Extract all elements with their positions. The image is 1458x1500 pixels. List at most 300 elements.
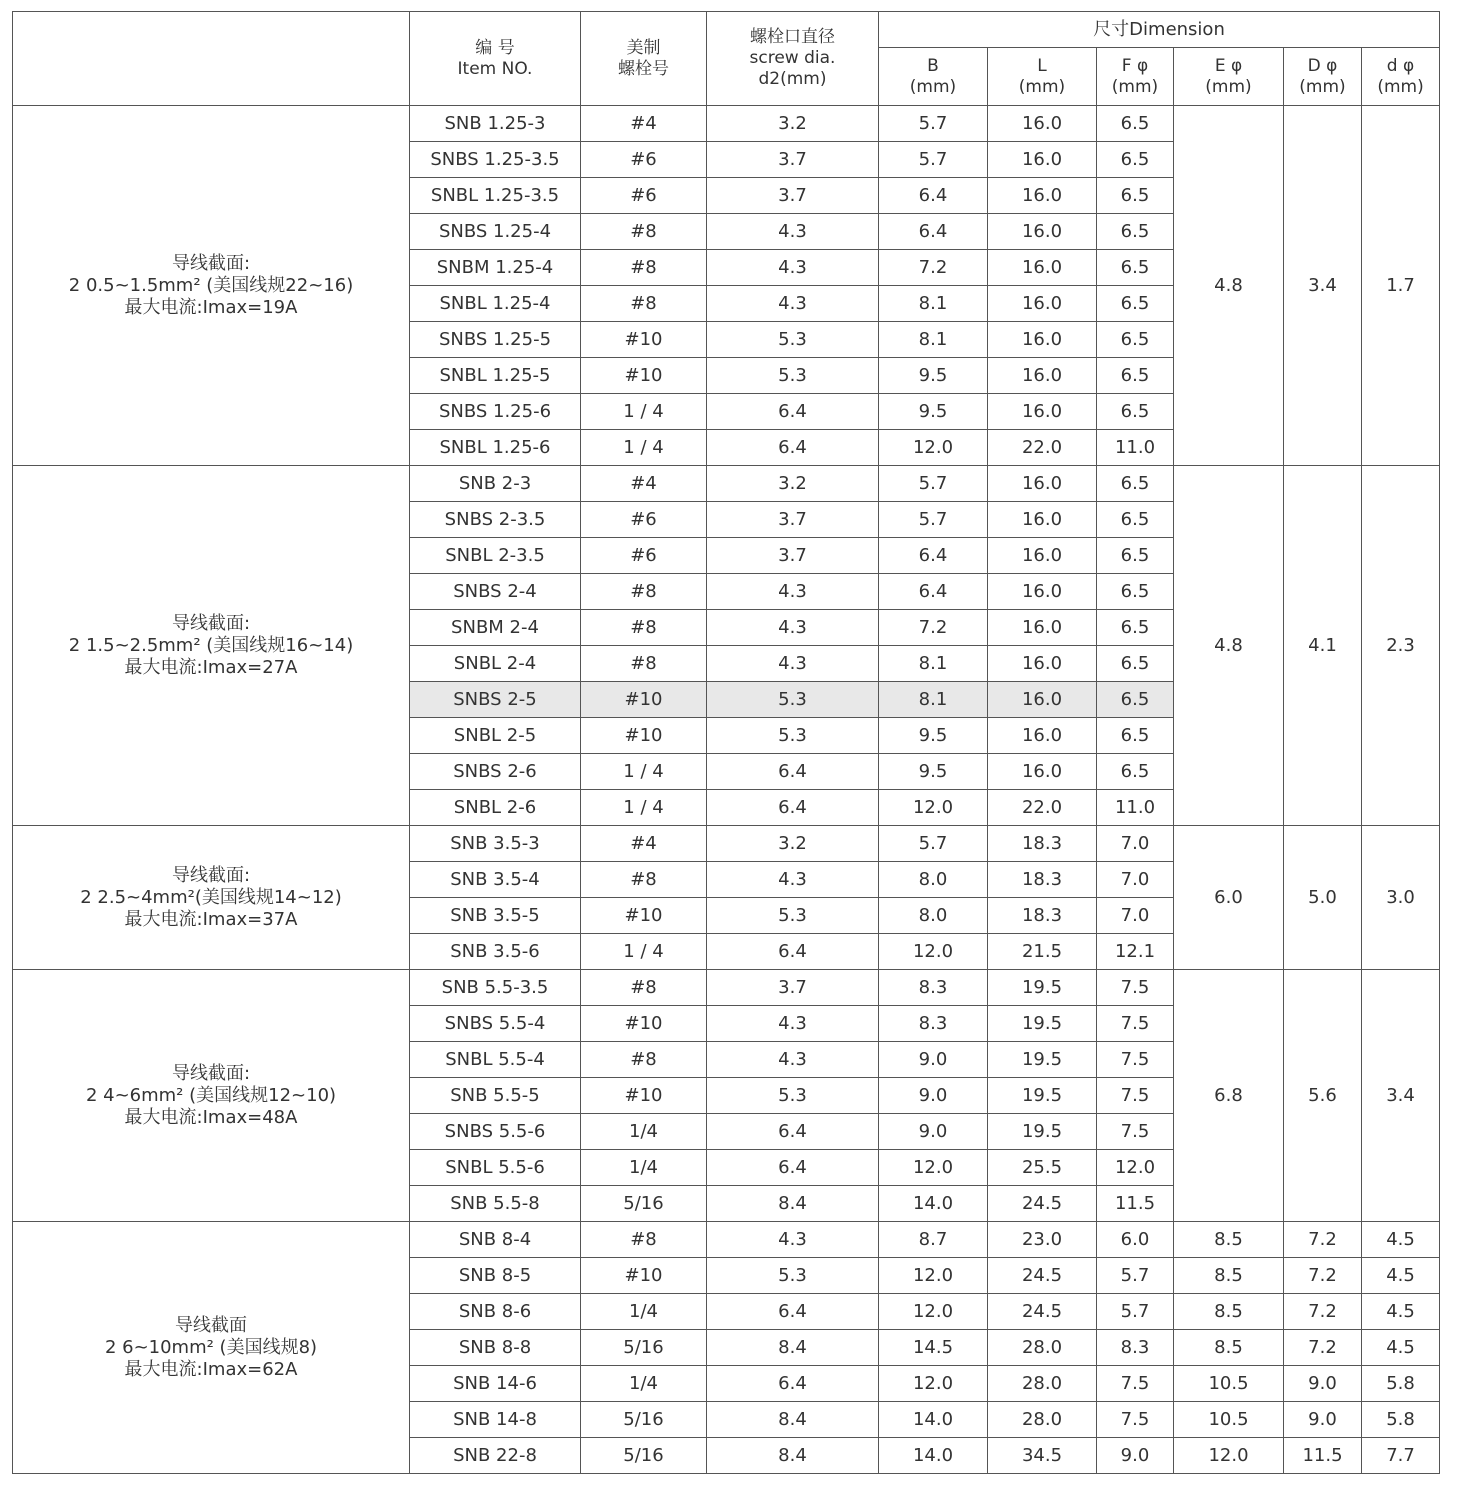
screw-dia-cell: 8.4: [707, 1330, 879, 1366]
wire-group-label-line: 最大电流:Imax=27A: [124, 656, 298, 678]
dim-l-cell: 16.0: [988, 142, 1097, 178]
screw-dia-cell: 4.3: [707, 574, 879, 610]
bolt-size-cell: 1 / 4: [581, 430, 707, 466]
screw-dia-cell: 5.3: [707, 682, 879, 718]
header-group-cell: [13, 12, 410, 106]
screw-dia-cell: 6.4: [707, 430, 879, 466]
header-col-f: [1097, 48, 1174, 106]
dim-l-cell: 34.5: [988, 1438, 1097, 1474]
dim-f-cell: 7.5: [1097, 1042, 1174, 1078]
item-no-cell: SNBS 2-3.5: [410, 502, 581, 538]
dim-l-cell: 19.5: [988, 1006, 1097, 1042]
bolt-size-cell: #4: [581, 466, 707, 502]
dim-f-cell: 6.5: [1097, 106, 1174, 142]
dim-b-cell: 14.0: [879, 1402, 988, 1438]
dim-b-cell: 9.0: [879, 1078, 988, 1114]
screw-dia-cell: 3.7: [707, 142, 879, 178]
header-screw: [707, 12, 879, 106]
dim-f-cell: 7.5: [1097, 1366, 1174, 1402]
header-item-no-cn: 编 号: [475, 37, 515, 58]
dim-l-cell: 28.0: [988, 1330, 1097, 1366]
item-no-cell: SNB 3.5-4: [410, 862, 581, 898]
dim-l-cell: 28.0: [988, 1402, 1097, 1438]
item-no-cell: SNBL 2-5: [410, 718, 581, 754]
item-no-cell: SNB 8-8: [410, 1330, 581, 1366]
dim-d-small-cell: 4.5: [1362, 1258, 1440, 1294]
dim-d-small-cell: 4.5: [1362, 1222, 1440, 1258]
bolt-size-cell: 1 / 4: [581, 754, 707, 790]
dim-b-cell: 7.2: [879, 610, 988, 646]
dim-b-cell: 14.0: [879, 1438, 988, 1474]
table-row: [13, 106, 1440, 142]
header-col-l-name: L: [1037, 55, 1047, 76]
screw-dia-cell: 8.4: [707, 1186, 879, 1222]
dim-e-cell: 8.5: [1174, 1294, 1284, 1330]
dim-f-cell: 6.5: [1097, 754, 1174, 790]
table-row: [13, 826, 1440, 862]
bolt-size-cell: #8: [581, 862, 707, 898]
screw-dia-cell: 6.4: [707, 934, 879, 970]
bolt-size-cell: #10: [581, 358, 707, 394]
header-col-b-name: B: [927, 55, 939, 76]
screw-dia-cell: 5.3: [707, 1258, 879, 1294]
bolt-size-cell: 1/4: [581, 1294, 707, 1330]
item-no-cell: SNB 1.25-3: [410, 106, 581, 142]
header-bolt-cn-2: 螺栓号: [618, 58, 669, 79]
bolt-size-cell: #10: [581, 1258, 707, 1294]
dim-f-cell: 5.7: [1097, 1294, 1174, 1330]
dim-f-cell: 6.5: [1097, 538, 1174, 574]
dim-f-cell: 6.5: [1097, 250, 1174, 286]
dim-b-cell: 8.1: [879, 322, 988, 358]
item-no-cell: SNBL 2-6: [410, 790, 581, 826]
dim-f-cell: 7.5: [1097, 1078, 1174, 1114]
dim-f-cell: 11.5: [1097, 1186, 1174, 1222]
dim-l-cell: 16.0: [988, 286, 1097, 322]
bolt-size-cell: #8: [581, 646, 707, 682]
bolt-size-cell: 5/16: [581, 1402, 707, 1438]
dim-l-cell: 16.0: [988, 322, 1097, 358]
header-screw-en-2: d2(mm): [758, 69, 827, 89]
screw-dia-cell: 6.4: [707, 1366, 879, 1402]
screw-dia-cell: 3.2: [707, 106, 879, 142]
header-bolt-cn-1: 美制: [626, 37, 661, 58]
dim-b-cell: 14.0: [879, 1186, 988, 1222]
table-body: [13, 12, 1440, 1474]
dim-b-cell: 8.3: [879, 1006, 988, 1042]
dim-b-cell: 12.0: [879, 790, 988, 826]
bolt-size-cell: 1 / 4: [581, 934, 707, 970]
screw-dia-cell: 3.7: [707, 502, 879, 538]
item-no-cell: SNBS 2-5: [410, 682, 581, 718]
bolt-size-cell: #6: [581, 142, 707, 178]
header-col-d-big-unit: (mm): [1299, 76, 1346, 97]
dim-l-cell: 22.0: [988, 790, 1097, 826]
bolt-size-cell: 1/4: [581, 1150, 707, 1186]
bolt-size-cell: #8: [581, 1042, 707, 1078]
bolt-size-cell: #8: [581, 250, 707, 286]
item-no-cell: SNB 2-3: [410, 466, 581, 502]
bolt-size-cell: #4: [581, 826, 707, 862]
dim-l-cell: 16.0: [988, 106, 1097, 142]
item-no-cell: SNB 14-6: [410, 1366, 581, 1402]
dim-b-cell: 9.0: [879, 1114, 988, 1150]
item-no-cell: SNB 5.5-5: [410, 1078, 581, 1114]
dim-f-cell: 6.5: [1097, 682, 1174, 718]
wire-group-label: [13, 826, 410, 970]
item-no-cell: SNB 5.5-8: [410, 1186, 581, 1222]
item-no-cell: SNBS 1.25-6: [410, 394, 581, 430]
header-col-d-small-name: d φ: [1386, 55, 1415, 76]
screw-dia-cell: 4.3: [707, 1006, 879, 1042]
dim-f-cell: 6.5: [1097, 286, 1174, 322]
screw-dia-cell: 8.4: [707, 1438, 879, 1474]
dim-f-cell: 7.0: [1097, 898, 1174, 934]
dim-b-cell: 8.0: [879, 898, 988, 934]
item-no-cell: SNBL 1.25-6: [410, 430, 581, 466]
dim-l-cell: 19.5: [988, 1042, 1097, 1078]
dim-b-cell: 9.5: [879, 394, 988, 430]
dim-e-cell: 8.5: [1174, 1222, 1284, 1258]
screw-dia-cell: 6.4: [707, 394, 879, 430]
dim-b-cell: 9.5: [879, 718, 988, 754]
dim-d-big-cell: 7.2: [1284, 1222, 1362, 1258]
dim-f-cell: 8.3: [1097, 1330, 1174, 1366]
screw-dia-cell: 6.4: [707, 754, 879, 790]
bolt-size-cell: #6: [581, 538, 707, 574]
dim-l-cell: 16.0: [988, 574, 1097, 610]
screw-dia-cell: 8.4: [707, 1402, 879, 1438]
bolt-size-cell: 1/4: [581, 1366, 707, 1402]
bolt-size-cell: #6: [581, 178, 707, 214]
dim-l-cell: 18.3: [988, 898, 1097, 934]
screw-dia-cell: 4.3: [707, 610, 879, 646]
header-col-f-unit: (mm): [1111, 76, 1159, 97]
item-no-cell: SNBM 2-4: [410, 610, 581, 646]
dim-e-cell: 10.5: [1174, 1366, 1284, 1402]
item-no-cell: SNB 8-5: [410, 1258, 581, 1294]
dim-f-cell: 12.0: [1097, 1150, 1174, 1186]
dim-l-cell: 19.5: [988, 1078, 1097, 1114]
dim-l-cell: 24.5: [988, 1186, 1097, 1222]
dim-l-cell: 24.5: [988, 1258, 1097, 1294]
dim-d-small-cell: 5.8: [1362, 1402, 1440, 1438]
dim-d-small-cell: 7.7: [1362, 1438, 1440, 1474]
bolt-size-cell: #8: [581, 574, 707, 610]
dim-b-cell: 6.4: [879, 178, 988, 214]
item-no-cell: SNB 5.5-3.5: [410, 970, 581, 1006]
dim-f-cell: 9.0: [1097, 1438, 1174, 1474]
dim-l-cell: 19.5: [988, 1114, 1097, 1150]
spec-table: [12, 11, 1440, 1474]
bolt-size-cell: 5/16: [581, 1438, 707, 1474]
item-no-cell: SNB 14-8: [410, 1402, 581, 1438]
dim-b-cell: 12.0: [879, 430, 988, 466]
dim-l-cell: 16.0: [988, 610, 1097, 646]
header-col-b-unit: (mm): [909, 76, 957, 97]
dim-d-small-cell: 2.3: [1362, 466, 1440, 826]
dim-d-small-cell: 5.8: [1362, 1366, 1440, 1402]
header-col-e: [1174, 48, 1284, 106]
wire-group-label: [13, 970, 410, 1222]
item-no-cell: SNB 8-4: [410, 1222, 581, 1258]
bolt-size-cell: #8: [581, 286, 707, 322]
dim-e-cell: 4.8: [1174, 106, 1284, 466]
item-no-cell: SNBL 1.25-5: [410, 358, 581, 394]
dim-e-cell: 4.8: [1174, 466, 1284, 826]
wire-group-label-line: 2 6~10mm² (美国线规8): [104, 1336, 318, 1358]
bolt-size-cell: #10: [581, 322, 707, 358]
header-col-d-big-name: D φ: [1307, 55, 1338, 76]
wire-group-label-line: 导线截面:: [171, 1062, 251, 1084]
wire-group-label-line: 2 4~6mm² (美国线规12~10): [85, 1084, 337, 1106]
item-no-cell: SNBL 2-4: [410, 646, 581, 682]
bolt-size-cell: #10: [581, 1078, 707, 1114]
dim-e-cell: 10.5: [1174, 1402, 1284, 1438]
header-dimension: 尺寸Dimension: [879, 12, 1440, 48]
item-no-cell: SNBL 1.25-4: [410, 286, 581, 322]
wire-group-label-line: 导线截面: [175, 1314, 247, 1336]
dim-e-cell: 12.0: [1174, 1438, 1284, 1474]
dim-f-cell: 7.5: [1097, 1402, 1174, 1438]
dim-l-cell: 16.0: [988, 358, 1097, 394]
dim-b-cell: 6.4: [879, 538, 988, 574]
screw-dia-cell: 3.2: [707, 466, 879, 502]
dim-d-big-cell: 7.2: [1284, 1330, 1362, 1366]
dim-f-cell: 6.5: [1097, 358, 1174, 394]
dim-f-cell: 11.0: [1097, 430, 1174, 466]
screw-dia-cell: 6.4: [707, 1150, 879, 1186]
screw-dia-cell: 3.7: [707, 178, 879, 214]
header-col-d-small: [1362, 48, 1440, 106]
dim-b-cell: 8.7: [879, 1222, 988, 1258]
dim-b-cell: 12.0: [879, 1366, 988, 1402]
dim-b-cell: 12.0: [879, 1150, 988, 1186]
dim-d-small-cell: 4.5: [1362, 1294, 1440, 1330]
dim-f-cell: 7.0: [1097, 826, 1174, 862]
header-screw-cn: 螺栓口直径: [750, 27, 835, 47]
item-no-cell: SNBS 2-4: [410, 574, 581, 610]
screw-dia-cell: 4.3: [707, 646, 879, 682]
bolt-size-cell: #8: [581, 214, 707, 250]
wire-group-label-line: 最大电流:Imax=37A: [124, 908, 298, 930]
wire-group-label-line: 最大电流:Imax=48A: [124, 1106, 298, 1128]
dim-d-small-cell: 1.7: [1362, 106, 1440, 466]
dim-l-cell: 16.0: [988, 538, 1097, 574]
screw-dia-cell: 3.7: [707, 970, 879, 1006]
dim-b-cell: 14.5: [879, 1330, 988, 1366]
wire-group-label-line: 最大电流:Imax=62A: [124, 1358, 298, 1380]
dim-f-cell: 12.1: [1097, 934, 1174, 970]
dim-d-big-cell: 9.0: [1284, 1366, 1362, 1402]
item-no-cell: SNBL 5.5-4: [410, 1042, 581, 1078]
item-no-cell: SNBL 2-3.5: [410, 538, 581, 574]
dim-l-cell: 19.5: [988, 970, 1097, 1006]
wire-group-label: [13, 466, 410, 826]
header-item-no: [410, 12, 581, 106]
bolt-size-cell: #8: [581, 970, 707, 1006]
dim-f-cell: 6.5: [1097, 178, 1174, 214]
item-no-cell: SNB 8-6: [410, 1294, 581, 1330]
wire-group-label-line: 2 2.5~4mm²(美国线规14~12): [80, 886, 342, 908]
bolt-size-cell: #8: [581, 1222, 707, 1258]
dim-f-cell: 6.5: [1097, 718, 1174, 754]
dim-l-cell: 16.0: [988, 502, 1097, 538]
item-no-cell: SNBL 5.5-6: [410, 1150, 581, 1186]
header-col-l: [988, 48, 1097, 106]
dim-b-cell: 9.5: [879, 358, 988, 394]
dim-d-big-cell: 9.0: [1284, 1402, 1362, 1438]
screw-dia-cell: 4.3: [707, 250, 879, 286]
dim-b-cell: 6.4: [879, 214, 988, 250]
dim-f-cell: 7.5: [1097, 970, 1174, 1006]
bolt-size-cell: 5/16: [581, 1186, 707, 1222]
dim-d-big-cell: 5.0: [1284, 826, 1362, 970]
dim-b-cell: 6.4: [879, 574, 988, 610]
dim-l-cell: 18.3: [988, 862, 1097, 898]
item-no-cell: SNBS 1.25-3.5: [410, 142, 581, 178]
dim-d-big-cell: 3.4: [1284, 106, 1362, 466]
wire-group-label: [13, 1222, 410, 1474]
header-col-f-name: F φ: [1121, 55, 1149, 76]
dim-l-cell: 16.0: [988, 394, 1097, 430]
screw-dia-cell: 6.4: [707, 1294, 879, 1330]
dim-l-cell: 16.0: [988, 718, 1097, 754]
wire-group-label-line: 导线截面:: [171, 864, 251, 886]
screw-dia-cell: 4.3: [707, 1222, 879, 1258]
dim-b-cell: 8.1: [879, 286, 988, 322]
dim-d-big-cell: 4.1: [1284, 466, 1362, 826]
header-item-no-en: Item NO.: [457, 58, 533, 79]
dim-d-big-cell: 5.6: [1284, 970, 1362, 1222]
dim-d-small-cell: 3.0: [1362, 826, 1440, 970]
dim-e-cell: 8.5: [1174, 1258, 1284, 1294]
item-no-cell: SNB 3.5-6: [410, 934, 581, 970]
dim-b-cell: 7.2: [879, 250, 988, 286]
header-col-d-small-unit: (mm): [1377, 76, 1424, 97]
bolt-size-cell: #10: [581, 718, 707, 754]
screw-dia-cell: 3.2: [707, 826, 879, 862]
dim-b-cell: 12.0: [879, 934, 988, 970]
wire-group-label-line: 导线截面:: [171, 252, 251, 274]
dim-f-cell: 6.5: [1097, 466, 1174, 502]
screw-dia-cell: 6.4: [707, 1114, 879, 1150]
dim-b-cell: 5.7: [879, 142, 988, 178]
dim-f-cell: 7.0: [1097, 862, 1174, 898]
wire-group-label-line: 最大电流:Imax=19A: [124, 296, 298, 318]
dim-b-cell: 9.0: [879, 1042, 988, 1078]
bolt-size-cell: #10: [581, 682, 707, 718]
item-no-cell: SNBS 2-6: [410, 754, 581, 790]
dim-l-cell: 16.0: [988, 682, 1097, 718]
header-col-b: [879, 48, 988, 106]
dim-f-cell: 7.5: [1097, 1114, 1174, 1150]
wire-group-label: [13, 106, 410, 466]
table-row: [13, 1222, 1440, 1258]
dim-f-cell: 11.0: [1097, 790, 1174, 826]
screw-dia-cell: 3.7: [707, 538, 879, 574]
screw-dia-cell: 5.3: [707, 322, 879, 358]
dim-b-cell: 8.0: [879, 862, 988, 898]
dim-l-cell: 16.0: [988, 646, 1097, 682]
dim-f-cell: 6.5: [1097, 646, 1174, 682]
header-col-e-unit: (mm): [1205, 76, 1252, 97]
dim-f-cell: 7.5: [1097, 1006, 1174, 1042]
bolt-size-cell: 1/4: [581, 1114, 707, 1150]
screw-dia-cell: 5.3: [707, 358, 879, 394]
bolt-size-cell: #10: [581, 1006, 707, 1042]
item-no-cell: SNB 3.5-3: [410, 826, 581, 862]
dim-f-cell: 6.5: [1097, 574, 1174, 610]
dim-d-small-cell: 4.5: [1362, 1330, 1440, 1366]
dim-l-cell: 16.0: [988, 178, 1097, 214]
dim-l-cell: 21.5: [988, 934, 1097, 970]
item-no-cell: SNBS 1.25-5: [410, 322, 581, 358]
dim-l-cell: 16.0: [988, 250, 1097, 286]
header-col-d-big: [1284, 48, 1362, 106]
dim-l-cell: 16.0: [988, 466, 1097, 502]
dim-b-cell: 12.0: [879, 1258, 988, 1294]
wire-group-label-line: 2 1.5~2.5mm² (美国线规16~14): [68, 634, 354, 656]
dim-d-big-cell: 7.2: [1284, 1258, 1362, 1294]
dim-l-cell: 18.3: [988, 826, 1097, 862]
dim-b-cell: 5.7: [879, 826, 988, 862]
header-col-l-unit: (mm): [1018, 76, 1066, 97]
dim-b-cell: 5.7: [879, 466, 988, 502]
dim-f-cell: 6.5: [1097, 502, 1174, 538]
dim-b-cell: 5.7: [879, 502, 988, 538]
screw-dia-cell: 5.3: [707, 1078, 879, 1114]
dim-f-cell: 6.5: [1097, 394, 1174, 430]
bolt-size-cell: #8: [581, 610, 707, 646]
dim-b-cell: 12.0: [879, 1294, 988, 1330]
bolt-size-cell: 1 / 4: [581, 790, 707, 826]
dim-l-cell: 25.5: [988, 1150, 1097, 1186]
dim-b-cell: 8.3: [879, 970, 988, 1006]
dim-l-cell: 24.5: [988, 1294, 1097, 1330]
header-col-e-name: E φ: [1214, 55, 1243, 76]
bolt-size-cell: 1 / 4: [581, 394, 707, 430]
dim-l-cell: 28.0: [988, 1366, 1097, 1402]
screw-dia-cell: 4.3: [707, 1042, 879, 1078]
dim-b-cell: 8.1: [879, 646, 988, 682]
bolt-size-cell: 5/16: [581, 1330, 707, 1366]
item-no-cell: SNBM 1.25-4: [410, 250, 581, 286]
table-row: [13, 970, 1440, 1006]
wire-group-label-line: 2 0.5~1.5mm² (美国线规22~16): [68, 274, 354, 296]
dim-f-cell: 6.5: [1097, 610, 1174, 646]
bolt-size-cell: #6: [581, 502, 707, 538]
dim-f-cell: 5.7: [1097, 1258, 1174, 1294]
dim-e-cell: 6.8: [1174, 970, 1284, 1222]
header-screw-en-1: screw dia.: [749, 48, 836, 68]
item-no-cell: SNBS 5.5-6: [410, 1114, 581, 1150]
dim-e-cell: 8.5: [1174, 1330, 1284, 1366]
dim-d-big-cell: 11.5: [1284, 1438, 1362, 1474]
screw-dia-cell: 4.3: [707, 862, 879, 898]
dim-f-cell: 6.5: [1097, 214, 1174, 250]
header-row-1: [13, 12, 1440, 48]
dim-l-cell: 16.0: [988, 214, 1097, 250]
dim-b-cell: 9.5: [879, 754, 988, 790]
screw-dia-cell: 4.3: [707, 214, 879, 250]
screw-dia-cell: 5.3: [707, 718, 879, 754]
screw-dia-cell: 5.3: [707, 898, 879, 934]
dim-f-cell: 6.0: [1097, 1222, 1174, 1258]
item-no-cell: SNB 3.5-5: [410, 898, 581, 934]
dim-f-cell: 6.5: [1097, 322, 1174, 358]
screw-dia-cell: 4.3: [707, 286, 879, 322]
